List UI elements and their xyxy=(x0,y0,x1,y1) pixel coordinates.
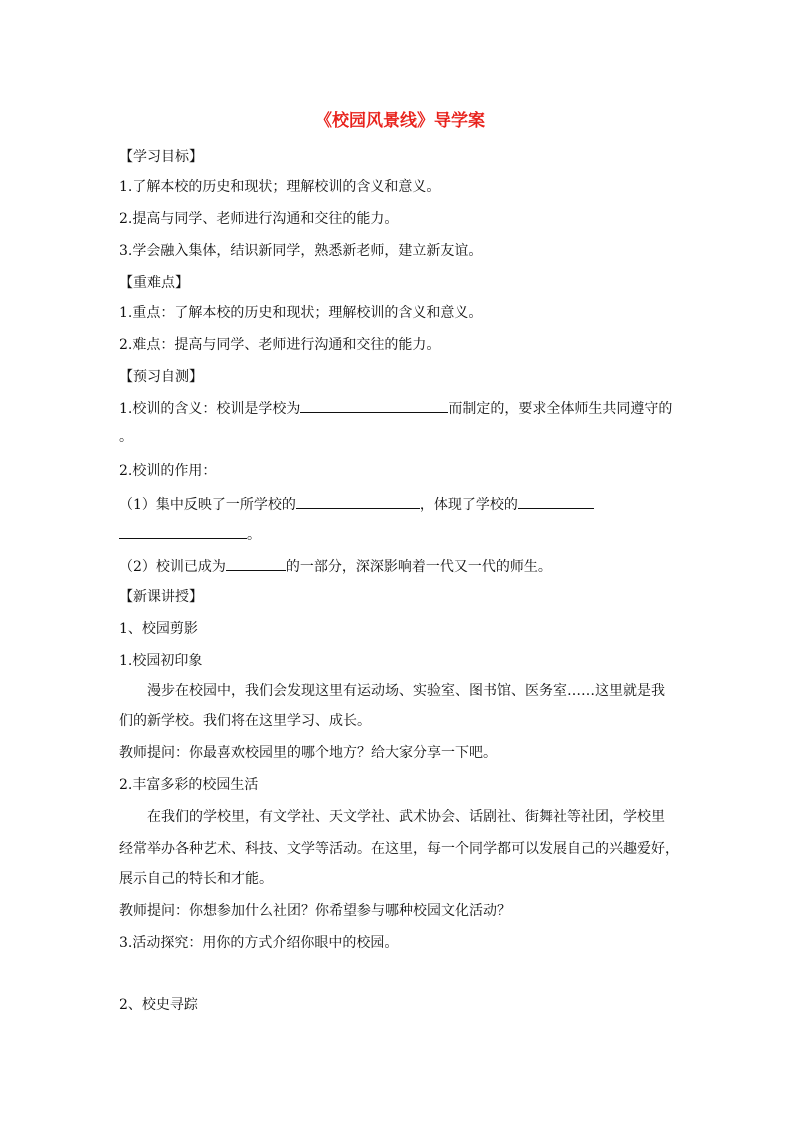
preview-q1-text-b: 而制定的，要求全体师生共同遵守的 xyxy=(448,401,673,417)
preview-question-1 xyxy=(119,398,672,418)
paragraph-1-line-2: 们的新学校。我们将在这里学习、成长。 xyxy=(119,713,371,729)
preview-q2-2-text-b: 的一部分，深深影响着一代又一代的师生。 xyxy=(285,559,552,575)
lesson-sub-3: 3.活动探究：用你的方式介绍你眼中的校园。 xyxy=(119,935,399,951)
preview-question-2-1 xyxy=(119,494,594,514)
teacher-question-1: 教师提问：你最喜欢校园里的哪个地方？给大家分享一下吧。 xyxy=(119,745,497,761)
lesson-sub-2: 2.丰富多彩的校园生活 xyxy=(119,777,259,793)
preview-q2-1-text-a: （1）集中反映了一所学校的 xyxy=(119,497,296,513)
paragraph-2-line-2: 经常举办各种艺术、科技、文学等活动。在这里，每一个同学都可以发展自己的兴趣爱好， xyxy=(119,841,679,857)
lesson-part-1: 1、校园剪影 xyxy=(119,621,198,637)
preview-heading: 【预习自测】 xyxy=(119,369,203,385)
objective-item-3: 3.学会融入集体，结识新同学，熟悉新老师，建立新友谊。 xyxy=(119,243,483,259)
preview-q2-1-text-b: ，体现了学校的 xyxy=(419,497,518,513)
preview-question-2-2 xyxy=(119,556,552,576)
paragraph-2-line-3: 展示自己的特长和才能。 xyxy=(119,871,273,887)
preview-question-2-1-cont xyxy=(119,524,261,544)
keypoint-item-2: 2.难点：提高与同学、老师进行沟通和交往的能力。 xyxy=(119,337,441,353)
objective-item-2: 2.提高与同学、老师进行沟通和交往的能力。 xyxy=(119,211,399,227)
keypoint-item-1: 1.重点：了解本校的历史和现状；理解校训的含义和意义。 xyxy=(119,305,483,321)
fill-blank[interactable] xyxy=(119,524,247,539)
paragraph-1-line-1: 漫步在校园中，我们会发现这里有运动场、实验室、图书馆、医务室……这里就是我 xyxy=(147,683,665,699)
objectives-heading: 【学习目标】 xyxy=(119,149,203,165)
lesson-heading: 【新课讲授】 xyxy=(119,589,203,605)
paragraph-2-line-1: 在我们的学校里，有文学社、天文学社、武术协会、话剧社、街舞社等社团，学校里 xyxy=(147,809,665,825)
fill-blank[interactable] xyxy=(518,494,594,509)
preview-q1-text-a: 1.校训的含义：校训是学校为 xyxy=(119,401,301,417)
lesson-part-2: 2、校史寻踪 xyxy=(119,997,198,1013)
objective-item-1: 1.了解本校的历史和现状；理解校训的含义和意义。 xyxy=(119,179,441,195)
fill-blank[interactable] xyxy=(226,556,286,571)
preview-question-2: 2.校训的作用： xyxy=(119,463,217,479)
page-title: 《校园风景线》导学案 xyxy=(315,111,485,131)
teacher-question-2: 教师提问：你想参加什么社团？你希望参与哪种校园文化活动？ xyxy=(119,903,511,919)
keypoints-heading: 【重难点】 xyxy=(119,275,189,291)
preview-q2-2-text-a: （2）校训已成为 xyxy=(119,559,226,575)
fill-blank[interactable] xyxy=(296,494,420,509)
preview-q2-1-text-c: 。 xyxy=(247,527,261,543)
fill-blank[interactable] xyxy=(300,398,448,413)
preview-q1-text-c: 。 xyxy=(119,429,133,445)
lesson-sub-1: 1.校园初印象 xyxy=(119,653,203,669)
